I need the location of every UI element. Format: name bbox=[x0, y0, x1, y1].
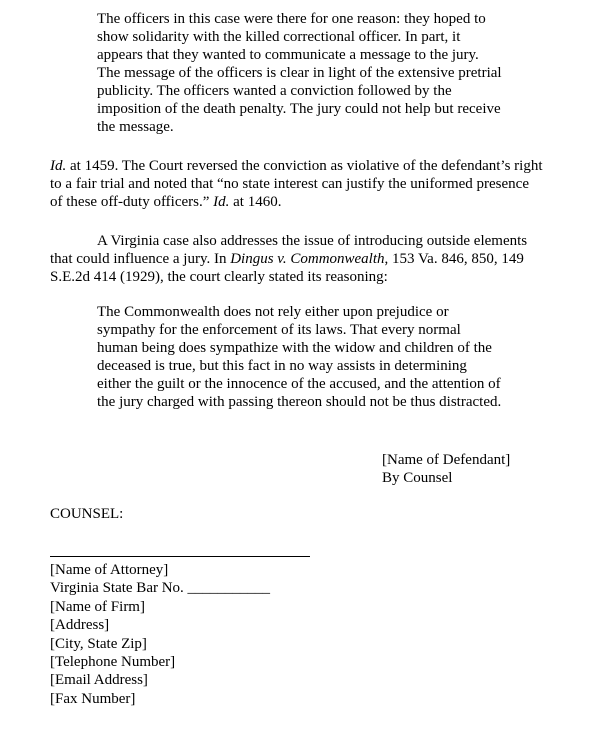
attorney-info-block bbox=[50, 561, 601, 708]
defendant-signature-block bbox=[382, 451, 601, 487]
signature-line bbox=[50, 556, 310, 557]
city-state-zip-placeholder: [City, State Zip] bbox=[50, 635, 147, 652]
block-quote-commonwealth: The Commonwealth does not rely either upon prejudice or sympathy for the enforcement of its laws. That every normal human being does sympathize with the widow and children of the deceased is true, but this fact in no way assists in determining either the guilt or the innocence of the accused, and the attention of the jury charged with passing thereon should not be thus distracted. bbox=[97, 304, 502, 410]
address-placeholder: [Address] bbox=[50, 617, 110, 634]
firm-name-placeholder: [Name of Firm] bbox=[50, 598, 145, 615]
telephone-placeholder: [Telephone Number] bbox=[50, 654, 176, 671]
by-counsel-label: By Counsel bbox=[382, 470, 453, 486]
defendant-name-placeholder: [Name of Defendant] bbox=[382, 452, 511, 468]
email-placeholder: [Email Address] bbox=[50, 672, 148, 689]
counsel-heading: COUNSEL: bbox=[50, 506, 124, 522]
bar-number-line: Virginia State Bar No. ___________ bbox=[50, 580, 271, 597]
block-quote-officers: The officers in this case were there for one reason: they hoped to show solidarity with the killed correctional officer. In part, it appears that they wanted to communicate a message to the jury. The message of the officers is clear in light of the extensive pretrial publicity. The officers wanted a conviction followed by the imposition of the death penalty. The jury could not help but receive the message. bbox=[97, 11, 502, 135]
fax-placeholder: [Fax Number] bbox=[50, 690, 136, 707]
paragraph-virginia-case: A Virginia case also addresses the issue of introducing outside elements that could influence a jury. In Dingus v. Commonwealth, 153 Va. 846, 850, 149 S.E.2d 414 (1929), the court clearly stated its reasoning: bbox=[50, 233, 528, 285]
attorney-name-placeholder: [Name of Attorney] bbox=[50, 562, 169, 578]
paragraph-id-citation: Id. at 1459. The Court reversed the conviction as violative of the defendant’s right to a fair trial and noted that “no state interest can justify the uniformed presence of these off-duty officers.” Id. at 1460. bbox=[50, 158, 543, 210]
